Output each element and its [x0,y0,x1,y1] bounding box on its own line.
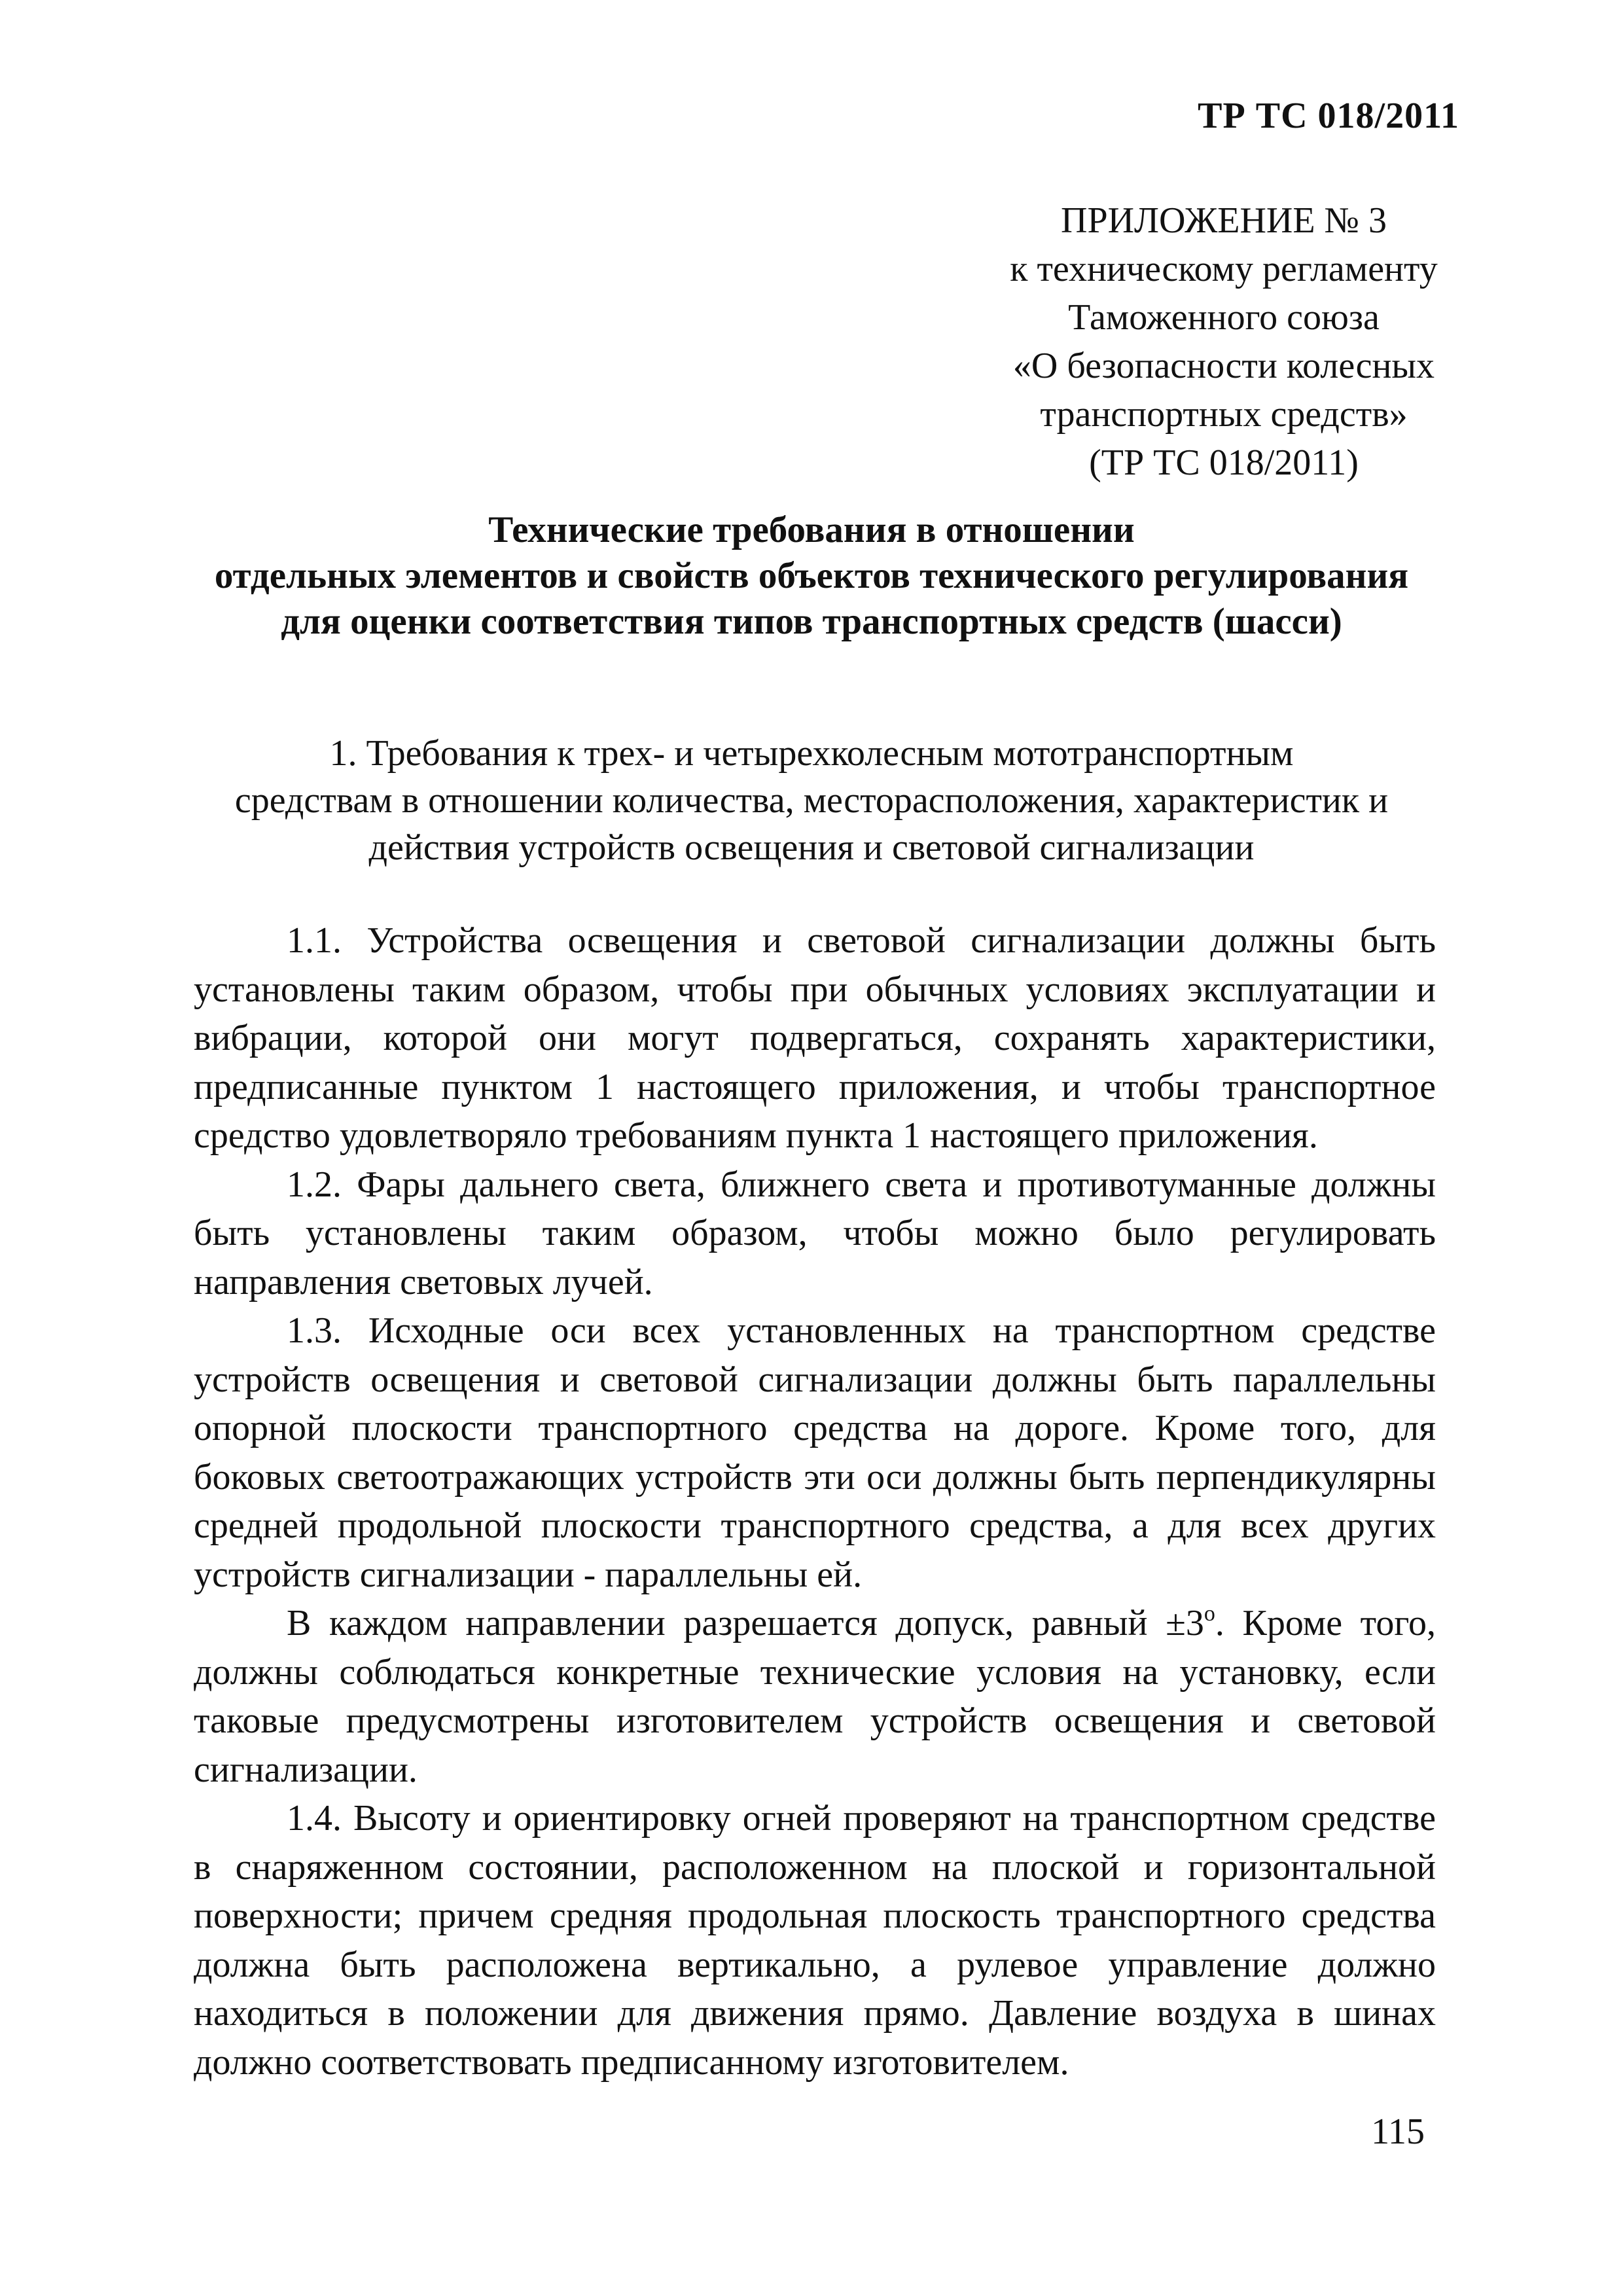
section-title [131,730,1492,871]
section-title-line: 1. Требования к трех- и четырехколесным мототранспортным [329,733,1294,774]
heading-line: для оценки соответствия типов транспортных средств (шасси) [281,601,1342,642]
heading-line: отдельных элементов и свойств объектов технического регулирования [214,555,1409,596]
paragraph-tolerance [194,1599,1436,1794]
tolerance-text: В каждом направлении разрешается допуск, равный ±3 [287,1603,1204,1643]
appendix-line: Таможенного союза [1068,297,1380,338]
appendix-title: ПРИЛОЖЕНИЕ № 3 [1061,200,1387,241]
paragraph-1-2: 1.2. Фары дальнего света, ближнего света и противотуманные должны быть установлены таким образом, чтобы можно было регулировать направления световых лучей. [194,1164,1436,1302]
appendix-line: «О безопасности колесных [1012,346,1435,386]
page-number: 115 [1371,2111,1425,2152]
main-heading [131,507,1492,645]
document-code: ТР ТС 018/2011 [1198,96,1459,136]
paragraph-1-1: 1.1. Устройства освещения и световой сигнализации должны быть установлены таким образом, чтобы при обычных условиях эксплуатации и вибрации, которой они могут подвергаться, сохранять характеристики, предписанные пунктом 1 настоящего приложения, и чтобы транспортное средство удовлетворяло требованиям пункта 1 настоящего приложения. [194,920,1436,1156]
appendix-block [910,196,1538,487]
appendix-line: транспортных средств» [1040,394,1408,435]
body-text [194,916,1436,2087]
paragraph-1-3: 1.3. Исходные оси всех установленных на транспортном средстве устройств освещения и световой сигнализации должны быть параллельны опорной плоскости транспортного средства на дороге. Кроме того, для боковых светоотражающих устройств эти оси должны быть перпендикулярны средней продольной плоскости транспортного средства, а для всех других устройств сигнализации - параллельны ей. [194,1310,1436,1595]
paragraph-1-4: 1.4. Высоту и ориентировку огней проверяют на транспортном средстве в снаряженном состоянии, расположенном на плоской и горизонтальной поверхности; причем средняя продольная плоскость транспортного средства должна быть расположена вертикально, а рулевое управление должно находиться в положении для движения прямо. Давление воздуха в шинах должно соответствовать предписанному изготовителем. [194,1798,1436,2083]
section-title-line: средствам в отношении количества, месторасположения, характеристик и [234,780,1389,821]
appendix-line: (ТР ТС 018/2011) [1089,442,1359,483]
heading-line: Технические требования в отношении [488,509,1135,550]
section-title-line: действия устройств освещения и световой сигнализации [368,827,1255,868]
tolerance-text-cont: . Кроме того, должны соблюдаться конкретные технические условия на установку, если таковые предусмотрены изготовителем устройств освещения и световой сигнализации. [194,1603,1436,1790]
degree-mark: о [1204,1602,1215,1626]
appendix-line: к техническому регламенту [1010,249,1438,289]
